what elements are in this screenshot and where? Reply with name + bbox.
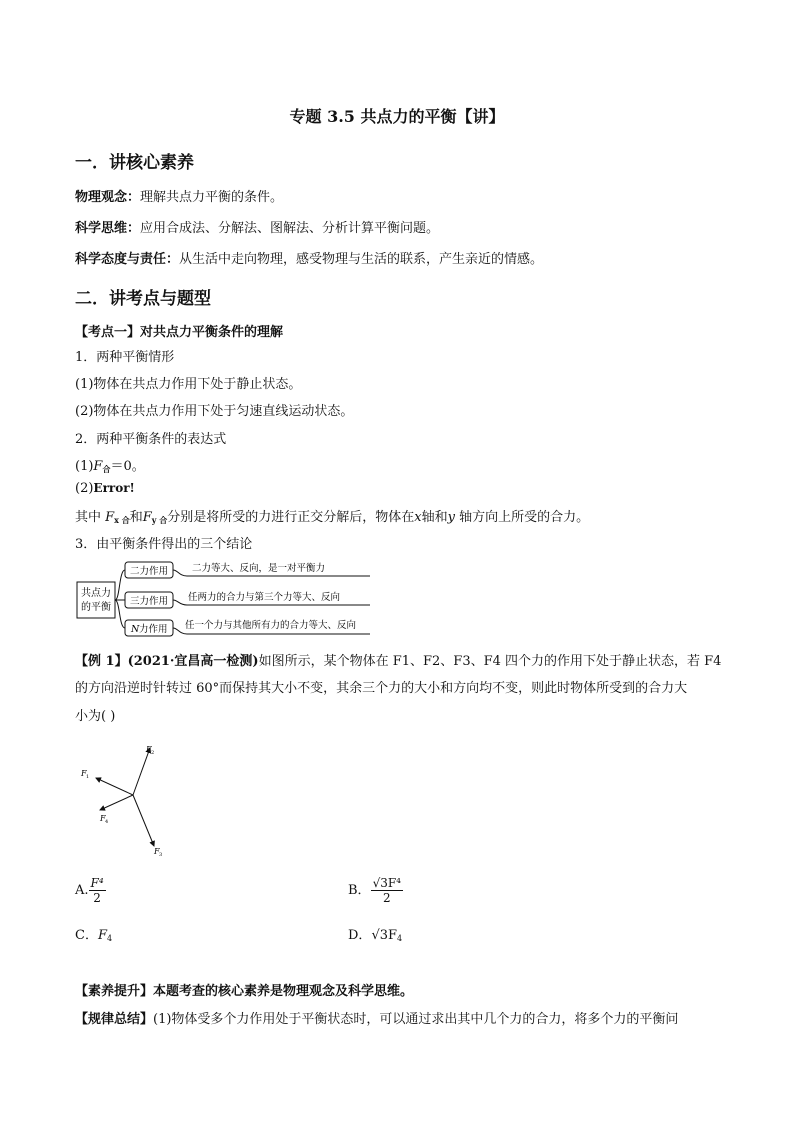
option-b[interactable] bbox=[348, 876, 403, 905]
example1-line2: 的方向沿逆时针转过 60°而保持其大小不变，其余三个力的大小和方向均不变，则此时物体所受到的合力大 bbox=[75, 681, 688, 696]
label-f3: F bbox=[154, 847, 160, 856]
axis-x: x bbox=[414, 510, 422, 525]
literacy-boost bbox=[75, 980, 413, 999]
branch-label-n: N bbox=[131, 624, 140, 635]
option-a-fraction bbox=[89, 876, 106, 905]
example-source: (2021·宜昌高一检测) bbox=[127, 654, 259, 669]
literacy-boost-text: 本题考查的核心素养是物理观念及科学思维。 bbox=[153, 984, 414, 999]
option-d-subscript: 4 bbox=[397, 934, 403, 943]
force-symbol: F bbox=[105, 510, 115, 525]
option-b-label: B． bbox=[348, 883, 371, 898]
option-a-numerator: F⁴ bbox=[90, 876, 104, 890]
label-f3-sub: 3 bbox=[159, 852, 163, 858]
label-f1-sub: 1 bbox=[86, 774, 90, 780]
text: 分别是将所受的力进行正交分解后，物体在 bbox=[167, 510, 415, 525]
option-a-denominator: 2 bbox=[93, 891, 101, 905]
force-symbol: F bbox=[142, 510, 152, 525]
point1-title: 【考点一】对共点力平衡条件的理解 bbox=[75, 325, 284, 340]
connector-3 bbox=[115, 600, 125, 628]
example1-line1 bbox=[75, 650, 721, 669]
label-f2: F bbox=[146, 745, 152, 754]
branch-label-two-force: 二力作用 bbox=[129, 566, 169, 577]
root-label-line2: 的平衡 bbox=[81, 602, 111, 613]
axis-y: y bbox=[447, 510, 455, 525]
label-f2-sub: 2 bbox=[151, 750, 155, 756]
core-item-label: 科学思维： bbox=[75, 221, 141, 236]
option-b-fraction bbox=[371, 876, 403, 905]
core-item-attitude bbox=[75, 248, 543, 267]
core-item-text: 从生活中走向物理，感受物理与生活的联系，产生亲近的情感。 bbox=[179, 252, 544, 267]
option-d-value: √3F bbox=[371, 928, 398, 943]
subscript: 合 bbox=[102, 464, 111, 474]
line-condition-2 bbox=[75, 481, 135, 496]
conclusion-n-force: 任一个力与其他所有力的合力等大、反向 bbox=[185, 620, 357, 631]
option-d[interactable] bbox=[348, 924, 402, 943]
option-c[interactable] bbox=[75, 924, 112, 943]
option-b-numerator: √3F⁴ bbox=[372, 876, 401, 890]
line-three-conclusions: 3．由平衡条件得出的三个结论 bbox=[75, 537, 253, 552]
core-item-label: 物理观念： bbox=[75, 190, 141, 205]
line-uniform-motion: (2)物体在共点力作用下处于匀速直线运动状态。 bbox=[75, 404, 354, 419]
literacy-boost-label: 【素养提升】 bbox=[75, 984, 154, 999]
core-item-label: 科学态度与责任： bbox=[75, 252, 180, 267]
label-f4: F bbox=[100, 814, 106, 823]
label-1: (1) bbox=[75, 459, 94, 474]
core-item-physics-concept bbox=[75, 186, 283, 205]
example-text: 如图所示，某个物体在 F1、F2、F3、F4 四个力的作用下处于静止状态，若 F4 bbox=[258, 654, 722, 669]
text: 轴和 bbox=[421, 510, 448, 525]
rule-summary bbox=[75, 1008, 678, 1027]
conclusion-two-force: 二力等大、反向，是一对平衡力 bbox=[192, 563, 326, 574]
label-f4-sub: 4 bbox=[105, 819, 109, 825]
subscript: x 合 bbox=[114, 515, 130, 525]
force-arrow-f1 bbox=[96, 778, 133, 795]
force-arrow-f2 bbox=[133, 748, 150, 795]
branch-label-three-force: 三力作用 bbox=[129, 596, 169, 607]
force-figure bbox=[78, 740, 178, 860]
line-condition-1 bbox=[75, 455, 145, 475]
force-symbol: F bbox=[93, 459, 103, 474]
option-a-label: A. bbox=[75, 883, 89, 898]
section-heading-core: 一．讲核心素养 bbox=[75, 153, 194, 173]
label-f1: F bbox=[81, 769, 87, 778]
branch-label-n-force: 力作用 bbox=[139, 624, 168, 635]
option-c-value: F bbox=[97, 928, 107, 943]
label-2: (2) bbox=[75, 481, 94, 496]
text: 和 bbox=[129, 510, 143, 525]
section-heading-topics: 二．讲考点与题型 bbox=[75, 289, 211, 309]
conclusion-three-force: 任两力的合力与第三个力等大、反向 bbox=[188, 592, 341, 603]
text: 其中 bbox=[75, 510, 106, 525]
rule-summary-text: (1)物体受多个力作用处于平衡状态时，可以通过求出其中几个力的合力，将多个力的平衡问 bbox=[153, 1012, 679, 1027]
core-item-text: 理解共点力平衡的条件。 bbox=[140, 190, 284, 205]
equation-rest: ＝0。 bbox=[110, 459, 145, 474]
line-conditions: 2．两种平衡条件的表达式 bbox=[75, 432, 227, 447]
core-item-text: 应用合成法、分解法、图解法、分析计算平衡问题。 bbox=[140, 221, 440, 236]
example1-line3: 小为( ) bbox=[75, 709, 116, 724]
line-two-states: 1．两种平衡情形 bbox=[75, 350, 175, 365]
option-d-label: D． bbox=[348, 928, 372, 943]
equilibrium-conclusion-diagram bbox=[75, 560, 375, 642]
core-item-scientific-thinking bbox=[75, 217, 439, 236]
error-text: Error! bbox=[93, 481, 135, 495]
force-arrow-f3 bbox=[133, 795, 154, 846]
example-tag: 【例 1】 bbox=[75, 654, 128, 669]
option-a[interactable] bbox=[75, 876, 106, 905]
rule-summary-label: 【规律总结】 bbox=[75, 1012, 154, 1027]
subscript: y 合 bbox=[151, 515, 168, 525]
force-arrow-f4 bbox=[100, 795, 133, 810]
option-b-denominator: 2 bbox=[382, 891, 391, 905]
connector-1 bbox=[115, 570, 125, 600]
line-static: (1)物体在共点力作用下处于静止状态。 bbox=[75, 377, 302, 392]
line-explanation bbox=[75, 506, 589, 526]
text: 轴方向上所受的合力。 bbox=[454, 510, 590, 525]
root-label-line1: 共点力 bbox=[81, 588, 111, 599]
page-title: 专题 3.5 共点力的平衡【讲】 bbox=[289, 107, 505, 126]
option-c-label: C． bbox=[75, 928, 98, 943]
option-c-subscript: 4 bbox=[106, 934, 113, 943]
